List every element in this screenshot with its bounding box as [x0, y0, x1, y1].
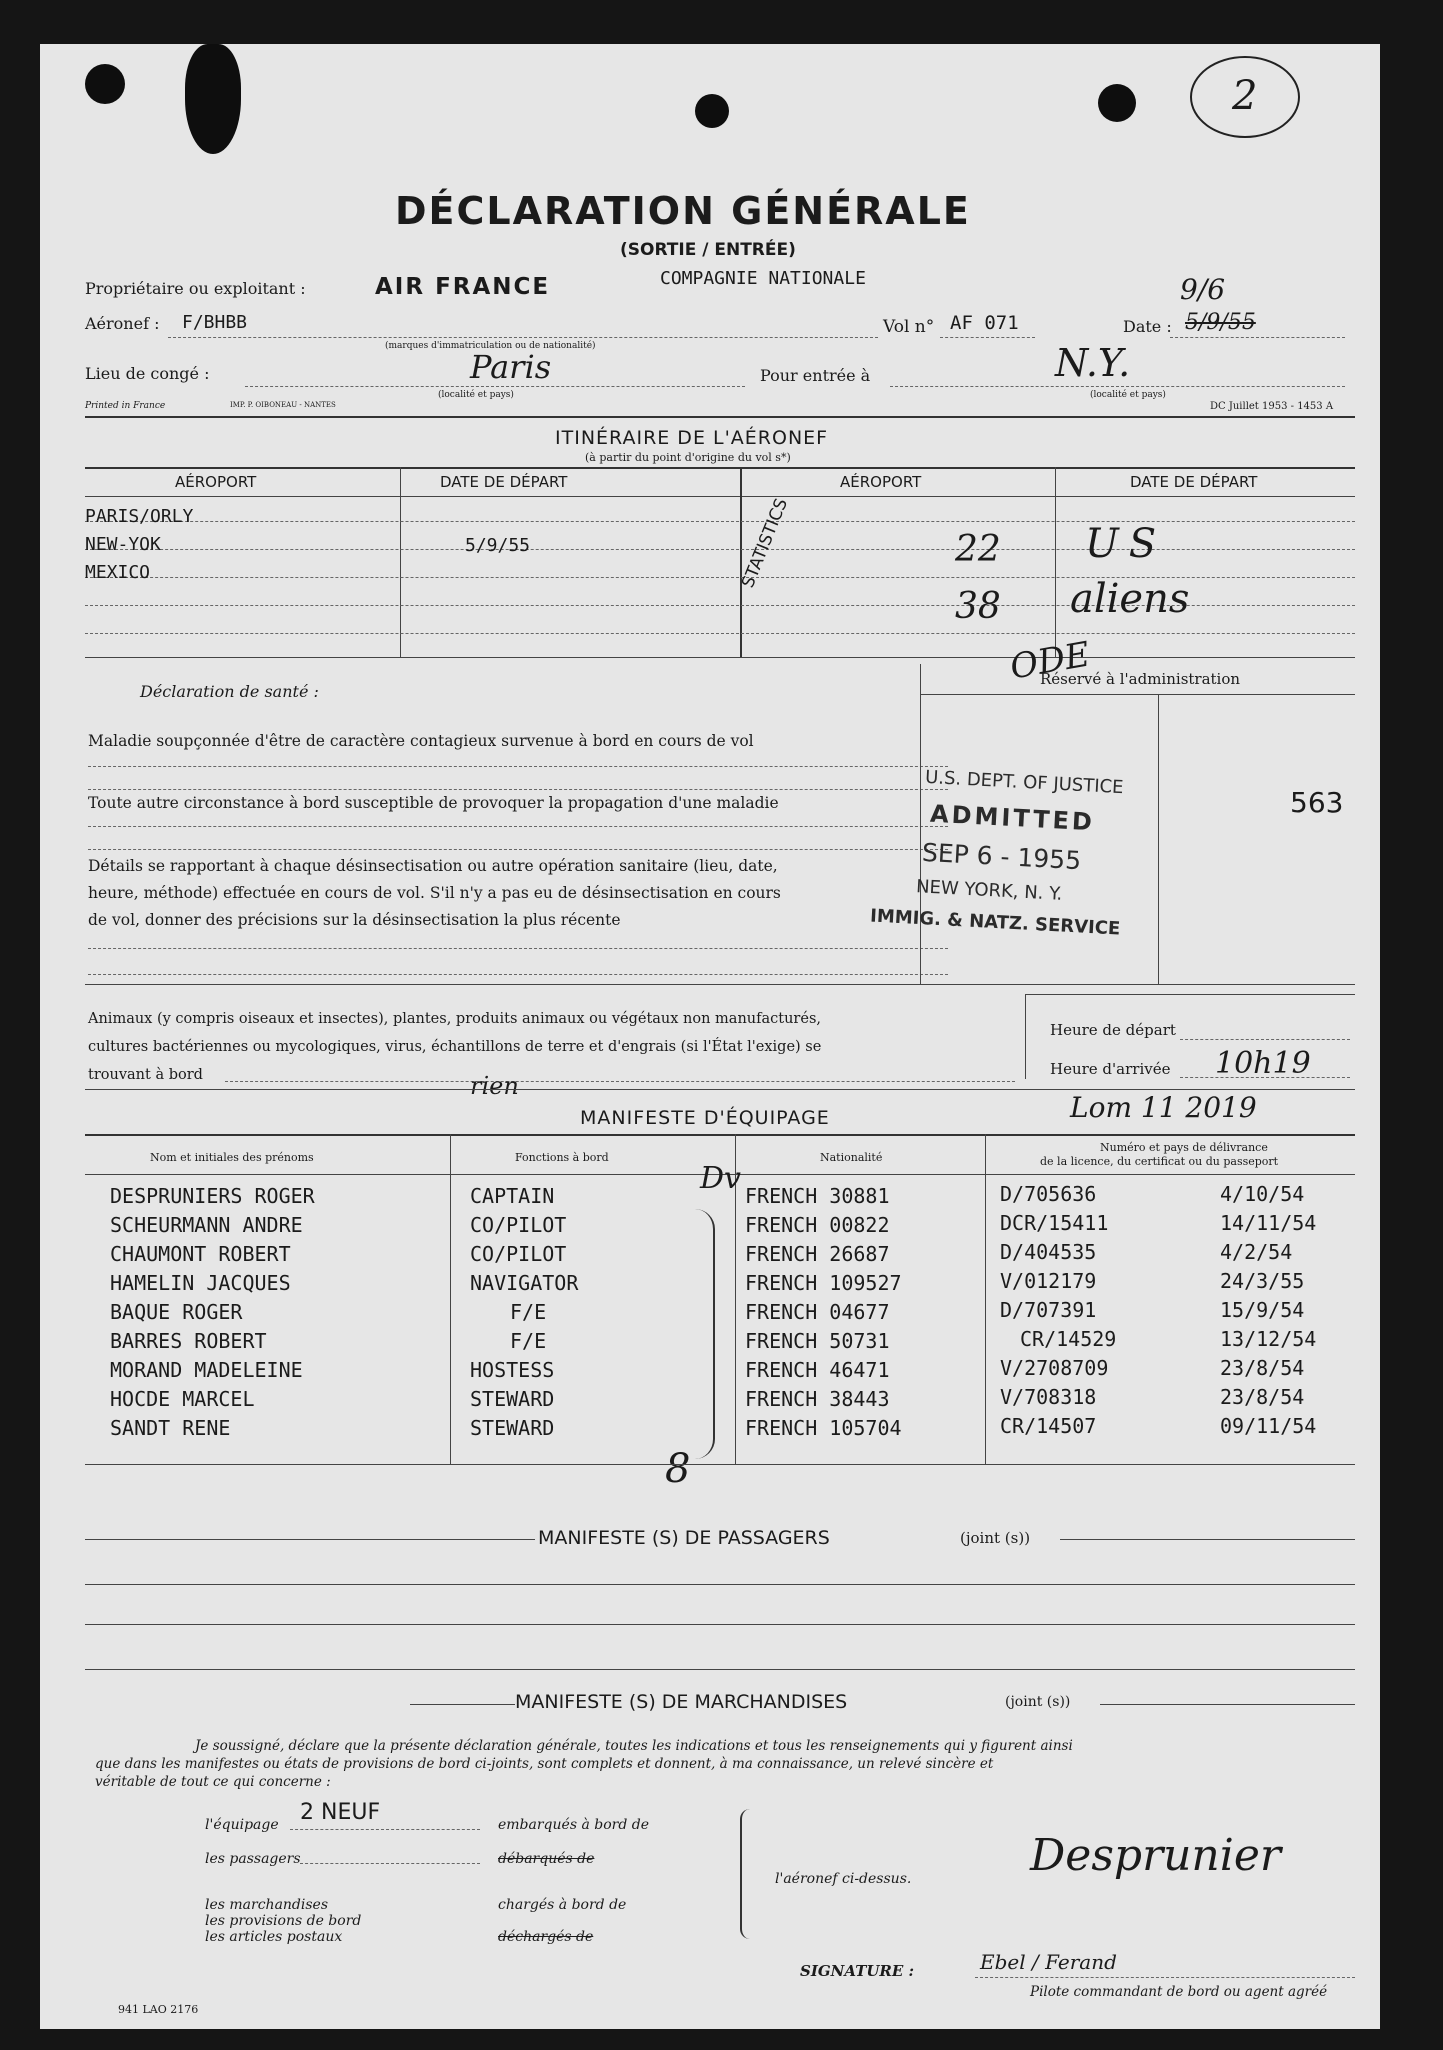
- departure-value: Paris: [470, 348, 552, 386]
- crew-license-date: 24/3/55: [1220, 1269, 1305, 1293]
- animals-line-3: trouvant à bord: [88, 1067, 203, 1083]
- punch-hole: [1098, 84, 1136, 122]
- date-label: Date :: [1123, 317, 1172, 336]
- provisions-label: les provisions de bord: [205, 1913, 362, 1929]
- itinerary-col-airport-2: AÉROPORT: [840, 473, 922, 491]
- cargo-title: MANIFESTE (S) DE MARCHANDISES: [515, 1691, 848, 1713]
- admitted-stamp-line-1: U.S. DEPT. OF JUSTICE: [924, 766, 1125, 799]
- punch-hole: [695, 94, 729, 128]
- crew-bracket-end: 8: [665, 1446, 691, 1492]
- crew-license: V/2708709: [1000, 1356, 1109, 1380]
- health-line-1: Maladie soupçonnée d'être de caractère contagieux survenue à bord en cours de vol: [88, 732, 754, 750]
- ink-blot: [185, 44, 241, 154]
- crew-function: F/E: [510, 1300, 547, 1324]
- date-value: 5/9/55: [1185, 310, 1256, 335]
- postal-label: les articles postaux: [205, 1929, 343, 1945]
- arrival-time-label: Heure d'arrivée: [1050, 1060, 1171, 1078]
- crew-name: HAMELIN JACQUES: [110, 1271, 291, 1295]
- crew-name: SANDT RENE: [110, 1416, 231, 1440]
- crew-handwritten-note: Lom 11 2019: [1070, 1091, 1257, 1124]
- admitted-stamp-line-4: NEW YORK, N. Y.: [915, 876, 1063, 905]
- crew-function: HOSTESS: [470, 1358, 555, 1382]
- crew-name: BARRES ROBERT: [110, 1329, 267, 1353]
- captain-signature: Desprunier: [1030, 1830, 1281, 1881]
- crew-license: D/707391: [1000, 1298, 1097, 1322]
- page-number: 2: [1232, 73, 1258, 119]
- printer-left: Printed in France: [85, 401, 166, 411]
- crew-function: CO/PILOT: [470, 1213, 567, 1237]
- entry-value: N.Y.: [1055, 341, 1131, 385]
- crew-nationality: FRENCH 30881: [745, 1184, 890, 1208]
- admitted-stamp-line-3: SEP 6 - 1955: [921, 837, 1082, 876]
- declaration-para-2: que dans les manifestes ou états de provisions de bord ci-joints, sont complets et donnent, à ma connaissance, un relevé sincère et: [95, 1756, 994, 1772]
- handwritten-us: US: [1085, 521, 1167, 567]
- departure-label: Lieu de congé :: [85, 364, 210, 383]
- crew-nationality: FRENCH 04677: [745, 1300, 890, 1324]
- handwritten-aliens: aliens: [1070, 576, 1190, 622]
- signature-label: SIGNATURE :: [800, 1962, 915, 1980]
- printer-mid: IMP. P. OIBONEAU - NANTES: [230, 401, 336, 409]
- signature-caption: Pilote commandant de bord ou agent agréé: [1030, 1984, 1328, 2000]
- admin-number: 563: [1290, 786, 1344, 819]
- aircraft-value: F/BHBB: [182, 312, 248, 333]
- declaration-form-sheet: [40, 44, 1380, 2029]
- aircraft-caption: (marques d'immatriculation ou de nationalité): [385, 341, 596, 351]
- departure-caption: (localité et pays): [438, 390, 514, 400]
- crew-nationality: FRENCH 46471: [745, 1358, 890, 1382]
- itinerary-col-airport-1: AÉROPORT: [175, 473, 257, 491]
- crew-license-date: 14/11/54: [1220, 1211, 1317, 1235]
- itinerary-date-2: 5/9/55: [465, 535, 531, 556]
- entry-caption: (localité et pays): [1090, 390, 1166, 400]
- aircraft-label: Aéronef :: [85, 314, 160, 333]
- handwritten-scribble: ODE: [1007, 634, 1093, 688]
- health-line-2: Toute autre circonstance à bord susceptible de provoquer la propagation d'une maladie: [88, 794, 779, 812]
- crew-col-name: Nom et initiales des prénoms: [150, 1151, 314, 1164]
- crew-license: DCR/15411: [1000, 1211, 1109, 1235]
- flight-label: Vol n°: [883, 317, 935, 337]
- crew-col-license-2: de la licence, du certificat ou du passeport: [1040, 1155, 1279, 1168]
- crew-function: NAVIGATOR: [470, 1271, 579, 1295]
- crew-col-nationality: Nationalité: [820, 1151, 883, 1164]
- animals-line-2: cultures bactériennes ou mycologiques, virus, échantillons de terre et d'engrais (si l'État l'exige) se: [88, 1039, 822, 1055]
- crew-nationality: FRENCH 00822: [745, 1213, 890, 1237]
- statistics-stamp: STATISTICS: [738, 495, 793, 591]
- crew-nationality: FRENCH 50731: [745, 1329, 890, 1353]
- punch-hole: [85, 64, 125, 104]
- aircraft-above-label: l'aéronef ci-dessus.: [775, 1871, 912, 1887]
- crew-license-date: 4/10/54: [1220, 1182, 1305, 1206]
- declaration-para-1: Je soussigné, déclare que la présente déclaration générale, toutes les indications et tous les renseignements qui y figurent ainsi: [195, 1738, 1073, 1754]
- itinerary-col-date-2: DATE DE DÉPART: [1130, 473, 1258, 491]
- printer-right: DC Juillet 1953 - 1453 A: [1210, 401, 1334, 412]
- itinerary-subtitle: (à partir du point d'origine du vol s*): [585, 451, 791, 464]
- owner-label: Propriétaire ou exploitant :: [85, 279, 306, 298]
- admitted-stamp-line-5: IMMIG. & NATZ. SERVICE: [869, 905, 1121, 940]
- crew-nationality: FRENCH 26687: [745, 1242, 890, 1266]
- itinerary-airport-1: PARIS/ORLY: [85, 506, 194, 527]
- crew-function: F/E: [510, 1329, 547, 1353]
- crew-license-date: 4/2/54: [1220, 1240, 1293, 1264]
- crew-license-date: 09/11/54: [1220, 1414, 1317, 1438]
- owner-value: AIR FRANCE: [375, 274, 551, 300]
- crew-license: V/012179: [1000, 1269, 1097, 1293]
- crew-nationality: FRENCH 105704: [745, 1416, 902, 1440]
- animals-line-1: Animaux (y compris oiseaux et insectes), plantes, produits animaux ou végétaux non manufacturés,: [88, 1011, 821, 1027]
- crew-name: SCHEURMANN ANDRE: [110, 1213, 303, 1237]
- crew-function: STEWARD: [470, 1416, 555, 1440]
- itinerary-col-date-1: DATE DE DÉPART: [440, 473, 568, 491]
- crew-nationality: FRENCH 109527: [745, 1271, 902, 1295]
- handwritten-22: 22: [955, 529, 1001, 570]
- crew-license: D/705636: [1000, 1182, 1097, 1206]
- crew-license: CR/14507: [1000, 1414, 1097, 1438]
- departure-time-label: Heure de départ: [1050, 1021, 1176, 1039]
- crew-nationality: FRENCH 38443: [745, 1387, 890, 1411]
- crew-function: CAPTAIN: [470, 1184, 555, 1208]
- itinerary-airport-2: NEW-YOK: [85, 534, 161, 555]
- crew-name: HOCDE MARCEL: [110, 1387, 255, 1411]
- disembarked-label: débarqués de: [498, 1851, 595, 1867]
- crew-function: CO/PILOT: [470, 1242, 567, 1266]
- crew-title: MANIFESTE D'ÉQUIPAGE: [580, 1107, 830, 1129]
- crew-col-function: Fonctions à bord: [515, 1151, 609, 1164]
- crew-name: CHAUMONT ROBERT: [110, 1242, 291, 1266]
- form-title: DÉCLARATION GÉNÉRALE: [395, 189, 971, 233]
- crew-license: D/404535: [1000, 1240, 1097, 1264]
- unloaded-label: déchargés de: [498, 1929, 594, 1945]
- crew-license-date: 15/9/54: [1220, 1298, 1305, 1322]
- crew-bracket-line: [695, 1209, 715, 1459]
- form-code: 941 LAO 2176: [118, 2003, 199, 2016]
- admin-label: Réservé à l'administration: [1040, 670, 1241, 688]
- passengers-label: les passagers: [205, 1851, 301, 1867]
- date-correction: 9/6: [1180, 273, 1226, 306]
- crew-name: DESPRUNIERS ROGER: [110, 1184, 315, 1208]
- crew-value: 2 NEUF: [300, 1800, 381, 1825]
- flight-value: AF 071: [950, 312, 1019, 334]
- signature-typed: Ebel / Ferand: [980, 1950, 1117, 1974]
- animals-handwritten: rien: [470, 1072, 519, 1100]
- crew-bracket-mark: Dv: [700, 1161, 742, 1196]
- arrival-time-value: 10h19: [1215, 1046, 1311, 1081]
- crew-col-license-1: Numéro et pays de délivrance: [1100, 1141, 1268, 1154]
- itinerary-airport-3: MEXICO: [85, 562, 151, 583]
- crew-license-date: 23/8/54: [1220, 1385, 1305, 1409]
- crew-license: V/708318: [1000, 1385, 1097, 1409]
- cargo-joint: (joint (s)): [1005, 1694, 1071, 1710]
- declaration-para-3: véritable de tout ce qui concerne :: [95, 1774, 331, 1790]
- handwritten-38: 38: [955, 586, 1001, 627]
- passengers-title: MANIFESTE (S) DE PASSAGERS: [538, 1527, 830, 1549]
- passengers-joint: (joint (s)): [960, 1529, 1031, 1547]
- health-line-3c: de vol, donner des précisions sur la désinsectisation la plus récente: [88, 911, 621, 929]
- form-subtitle: (SORTIE / ENTRÉE): [620, 240, 796, 260]
- crew-license-date: 13/12/54: [1220, 1327, 1317, 1351]
- crew-name: MORAND MADELEINE: [110, 1358, 303, 1382]
- crew-function: STEWARD: [470, 1387, 555, 1411]
- crew-license-date: 23/8/54: [1220, 1356, 1305, 1380]
- declaration-brace: [740, 1809, 754, 1939]
- health-title: Déclaration de santé :: [140, 682, 319, 701]
- embarked-label: embarqués à bord de: [498, 1817, 649, 1833]
- owner-extra: COMPAGNIE NATIONALE: [660, 268, 866, 289]
- crew-license: CR/14529: [1020, 1327, 1117, 1351]
- itinerary-title: ITINÉRAIRE DE L'AÉRONEF: [555, 427, 829, 449]
- crew-label: l'équipage: [205, 1817, 279, 1833]
- entry-label: Pour entrée à: [760, 366, 871, 385]
- goods-label: les marchandises: [205, 1897, 329, 1913]
- crew-name: BAQUE ROGER: [110, 1300, 243, 1324]
- health-line-3a: Détails se rapportant à chaque désinsectisation ou autre opération sanitaire (lieu, date,: [88, 857, 778, 875]
- loaded-label: chargés à bord de: [498, 1897, 627, 1913]
- admitted-stamp-line-2: ADMITTED: [929, 799, 1096, 837]
- health-line-3b: heure, méthode) effectuée en cours de vol. S'il n'y a pas eu de désinsectisation en cours: [88, 884, 781, 902]
